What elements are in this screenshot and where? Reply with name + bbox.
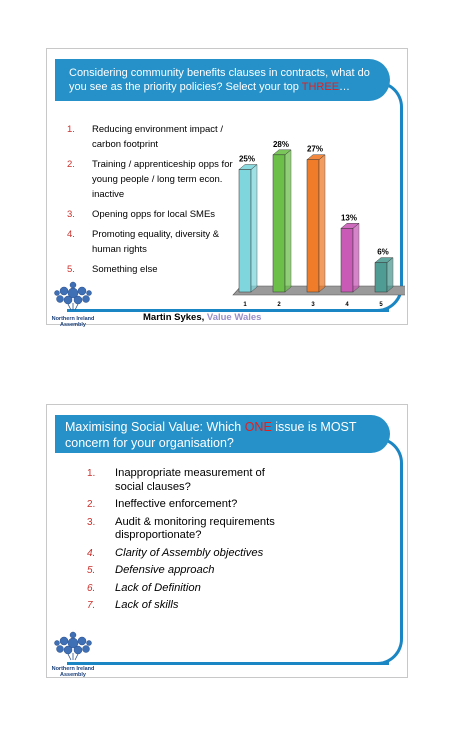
item-text: Ineffective enforcement? bbox=[115, 498, 238, 510]
bar-side bbox=[285, 150, 291, 292]
item-text: Reducing environment impact / carbon footprint bbox=[92, 124, 223, 150]
logo-text bbox=[50, 316, 96, 328]
data-label: 25% bbox=[238, 154, 256, 164]
item-number: 1. bbox=[87, 468, 96, 479]
item-text: Lack of Definition bbox=[115, 581, 201, 594]
item-text: Inappropriate measurement of social clauses? bbox=[115, 467, 265, 493]
data-label: 13% bbox=[340, 213, 358, 223]
title-text-end: issue is MOST concern for your organisation? bbox=[65, 420, 357, 450]
slide-1-title bbox=[55, 59, 390, 101]
bar bbox=[273, 155, 285, 292]
item-number: 2. bbox=[87, 499, 96, 510]
bar-side bbox=[319, 155, 325, 292]
logo-line-1: Northern Ireland bbox=[51, 316, 95, 322]
flax-flower-icon bbox=[50, 631, 96, 661]
bar-side bbox=[353, 223, 359, 292]
item-text: Clarity of Assembly objectives bbox=[115, 546, 264, 559]
bar bbox=[341, 228, 353, 292]
presenter-org: Value Wales bbox=[206, 312, 262, 323]
flax-flower-icon bbox=[50, 281, 96, 311]
item-text: Training / apprenticeship opps for young people / long term econ. inactive bbox=[92, 159, 233, 200]
slide-frame-bottom bbox=[67, 662, 389, 665]
item-number: 5. bbox=[87, 565, 96, 576]
x-tick-label: 3 bbox=[311, 302, 315, 308]
logo-line-1: Northern Ireland bbox=[51, 666, 95, 672]
item-text: Something else bbox=[92, 264, 158, 275]
list-item bbox=[67, 207, 237, 222]
issue-list bbox=[87, 467, 287, 617]
bar-chart bbox=[227, 127, 405, 317]
slide-frame bbox=[370, 437, 403, 665]
list-item bbox=[87, 599, 287, 613]
title-text-mid: Which bbox=[206, 420, 245, 434]
logo-line-2: Assembly bbox=[60, 322, 86, 328]
x-tick-label: 4 bbox=[345, 302, 349, 308]
list-item bbox=[67, 262, 237, 277]
x-tick-label: 1 bbox=[243, 302, 247, 308]
list-item bbox=[87, 498, 287, 512]
title-text: Considering community benefits clauses in contracts, what do you see as the priority policies? Select your top bbox=[69, 67, 370, 93]
list-item bbox=[87, 564, 287, 578]
logo-line-2: Assembly bbox=[60, 672, 86, 678]
title-highlight: THREE bbox=[301, 81, 340, 93]
slide-2-title bbox=[55, 415, 390, 453]
slide-2 bbox=[46, 404, 408, 678]
item-number: 7. bbox=[87, 600, 96, 611]
data-label: 6% bbox=[377, 247, 389, 257]
list-item bbox=[87, 467, 287, 494]
list-item bbox=[67, 157, 237, 202]
data-label: 27% bbox=[306, 144, 324, 154]
bar bbox=[307, 160, 319, 292]
item-number: 3. bbox=[87, 516, 96, 528]
item-number: 6. bbox=[87, 582, 96, 594]
presenter-credit bbox=[143, 312, 261, 323]
title-ellipsis: … bbox=[339, 81, 351, 93]
item-number: 1. bbox=[67, 124, 75, 135]
assembly-logo bbox=[50, 631, 96, 678]
item-number: 4. bbox=[67, 229, 75, 240]
logo-text bbox=[50, 666, 96, 678]
x-tick-label: 5 bbox=[379, 302, 383, 308]
list-item bbox=[87, 547, 287, 561]
title-text: Maximising Social Value: bbox=[65, 420, 207, 434]
list-item bbox=[67, 122, 237, 152]
data-label: 28% bbox=[272, 139, 290, 149]
presenter-name: Martin Sykes, bbox=[143, 312, 207, 323]
option-list bbox=[67, 122, 237, 282]
item-number: 3. bbox=[67, 209, 75, 220]
item-text: Opening opps for local SMEs bbox=[92, 209, 216, 220]
title-highlight: ONE bbox=[244, 420, 272, 434]
item-text: Audit & monitoring requirements disproportionate? bbox=[115, 515, 275, 541]
bar-side bbox=[251, 165, 257, 293]
list-item bbox=[87, 582, 287, 596]
x-tick-label: 2 bbox=[277, 302, 281, 308]
item-text: Defensive approach bbox=[115, 564, 215, 576]
slide-1 bbox=[46, 48, 408, 328]
list-item bbox=[67, 227, 237, 257]
item-text: Promoting equality, diversity & human rights bbox=[92, 229, 220, 255]
item-number: 2. bbox=[67, 159, 75, 170]
item-number: 5. bbox=[67, 264, 75, 275]
assembly-logo bbox=[50, 281, 96, 328]
bar bbox=[239, 170, 251, 293]
bar-side bbox=[387, 258, 393, 292]
bar bbox=[375, 263, 387, 292]
list-item bbox=[87, 516, 287, 543]
item-number: 4. bbox=[87, 547, 96, 559]
item-text: Lack of skills bbox=[115, 599, 179, 611]
